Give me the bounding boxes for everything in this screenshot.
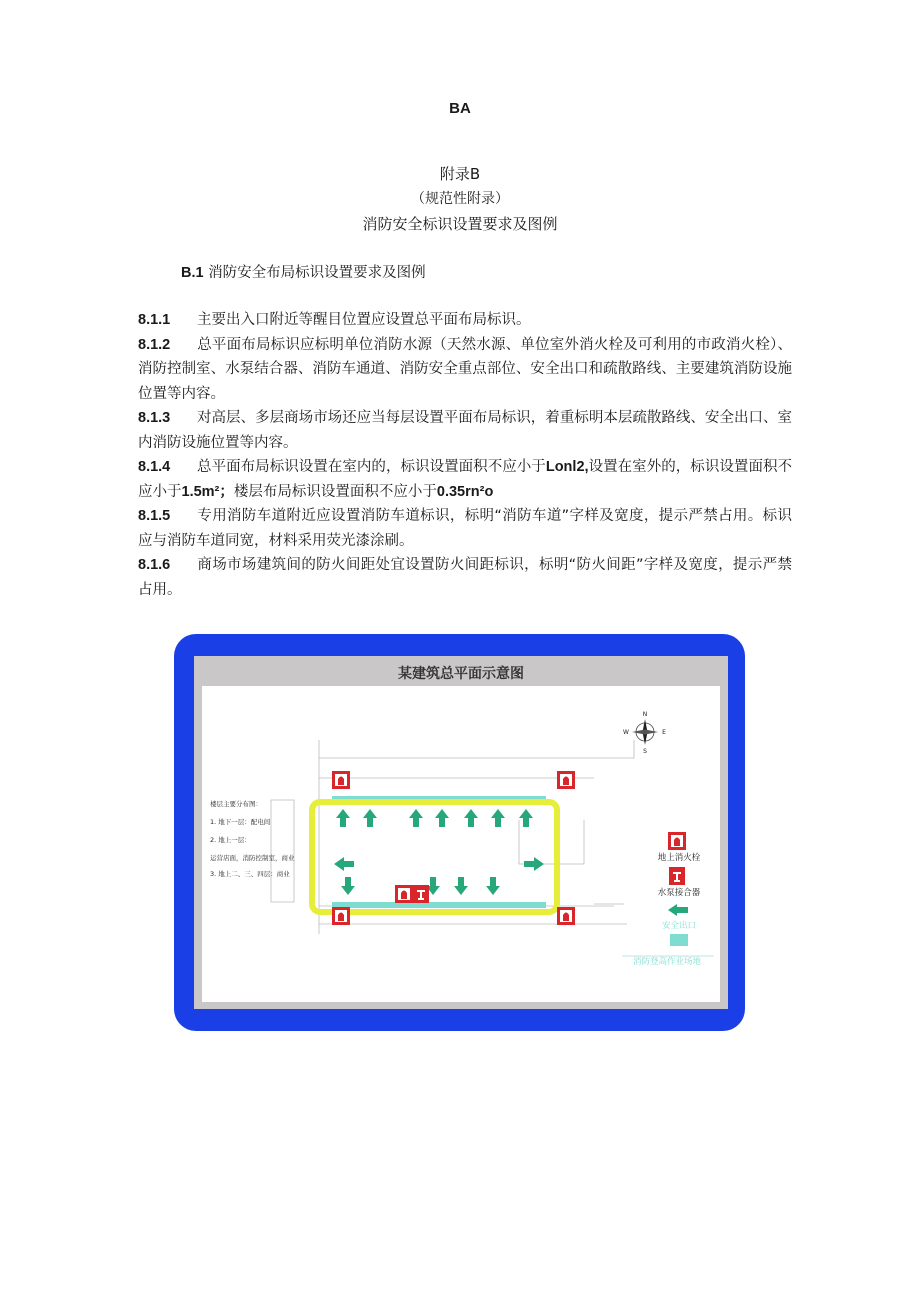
clause-text: 楼层布局标识设置面积不应小于 bbox=[233, 483, 437, 500]
clause-list bbox=[138, 308, 792, 602]
floor-info-line: 楼层主要分布图： bbox=[210, 800, 262, 808]
clause-number: 8.1.1 bbox=[138, 312, 171, 328]
floor-info-line: 运营店面，消防控制室，商业 bbox=[210, 854, 295, 862]
clause-text: 设置在室外的，标识设置面积不应小于 bbox=[138, 459, 793, 500]
clause-text: 主要出入口附近等醒目位置应设置总平面布局标识。 bbox=[197, 312, 531, 328]
clause-value: 1.5m²； bbox=[181, 483, 234, 500]
clause-number: 8.1.2 bbox=[138, 336, 171, 353]
hydrant-icon bbox=[668, 832, 686, 850]
clause-text: 总平面布局标识应标明单位消防水源（天然水源、单位室外消火栓及可利用的市政消火栓）、消防控制室、水泵结合器、消防车通道、消防安全重点部位、安全出口和疏散路线、主要建筑消防设施位置等内容。 bbox=[138, 336, 792, 402]
clause-number: 8.1.3 bbox=[138, 410, 171, 426]
legend-pump: 水泵接合器 bbox=[657, 888, 701, 898]
clause-8-1-5 bbox=[138, 504, 792, 553]
appendix-type: （规范性附录） bbox=[411, 191, 509, 207]
clause-number: 8.1.5 bbox=[138, 508, 171, 524]
section-title: 消防安全布局标识设置要求及图例 bbox=[208, 265, 426, 281]
legend-exit: 安全出口 bbox=[661, 921, 697, 931]
appendix-name: 消防安全标识设置要求及图例 bbox=[362, 215, 558, 233]
clause-value: 0.35rn²o bbox=[436, 483, 494, 500]
page-header: BA bbox=[449, 100, 471, 117]
legend-hydrant: 地上消火栓 bbox=[657, 853, 701, 863]
compass-e: E bbox=[662, 729, 666, 736]
platform-icon bbox=[670, 934, 688, 946]
clause-text: 对高层、多层商场市场还应当每层设置平面布局标识，着重标明本层疏散路线、安全出口、室内消防设施位置等内容。 bbox=[138, 410, 792, 451]
compass-w: W bbox=[623, 729, 629, 736]
pump-icon bbox=[669, 867, 685, 885]
figure-title: 某建筑总平面示意图 bbox=[398, 666, 524, 682]
platform-bottom bbox=[332, 902, 546, 908]
section-number: B.1 bbox=[181, 265, 204, 281]
floor-info-line: 2. 地上一层： bbox=[210, 836, 251, 844]
clause-text: 总平面布局标识设置在室内的，标识设置面积不应小于 bbox=[197, 459, 546, 475]
clause-number: 8.1.6 bbox=[138, 557, 171, 573]
clause-value: Lonl2, bbox=[545, 459, 589, 475]
clause-number: 8.1.4 bbox=[138, 459, 171, 475]
compass-s: S bbox=[643, 748, 647, 755]
clause-8-1-2 bbox=[138, 333, 792, 407]
floor-info-line: 3. 地上二、三、四层：商业 bbox=[210, 870, 290, 878]
clause-8-1-1 bbox=[138, 308, 792, 333]
clause-8-1-4 bbox=[138, 455, 792, 504]
floor-info-line: 1. 地下一层：配电间 bbox=[210, 818, 271, 826]
legend-platform: 消防登高作业场地 bbox=[632, 957, 702, 967]
clause-8-1-6 bbox=[138, 553, 792, 602]
clause-text: 商场市场建筑间的防火间距处宜设置防火间距标识，标明“防火间距”字样及宽度，提示严禁占用。 bbox=[138, 557, 792, 598]
section-heading bbox=[181, 261, 426, 282]
clause-text: 专用消防车道附近应设置消防车道标识，标明“消防车道”字样及宽度，提示严禁占用。标识应与消防车道同宽，材料采用荧光漆涂刷。 bbox=[138, 508, 792, 549]
site-plan-figure bbox=[174, 634, 745, 1031]
appendix-title: 附录B bbox=[439, 165, 481, 183]
clause-8-1-3 bbox=[138, 406, 792, 455]
pump-sign-plan bbox=[413, 885, 429, 903]
compass-n: N bbox=[642, 711, 648, 718]
